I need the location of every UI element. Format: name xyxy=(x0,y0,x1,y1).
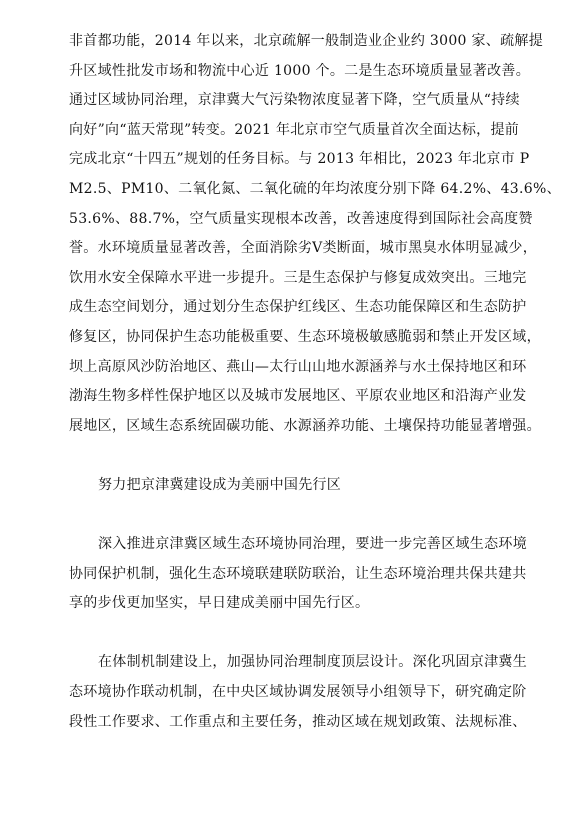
paragraph-1-line: 坝上高原风沙防治地区、燕山—太行山山地水源涵养与水土保持地区和环 xyxy=(69,358,527,375)
paragraph-1-line: 完成北京“十四五”规划的任务目标。与 2013 年相比，2023 年北京市 P xyxy=(69,151,530,168)
section-heading: 努力把京津冀建设成为美丽中国先行区 xyxy=(98,476,342,493)
paragraph-gap xyxy=(69,441,511,471)
paragraph-1-line: M2.5、PM10、二氧化氮、二氧化硫的年均浓度分别下降 64.2%、43.6%、 xyxy=(69,180,561,197)
paragraph-3 xyxy=(69,648,527,737)
paragraph-1-line: 展地区，区域生态系统固碳功能、水源涵养功能、土壤保持功能显著增强。 xyxy=(69,417,541,434)
paragraph-1-line: 非首都功能，2014 年以来，北京疏解一般制造业企业约 3000 家、疏解提 xyxy=(69,33,544,49)
paragraph-1-line: 誉。水环境质量显著改善，全面消除劣Ⅴ类断面，城市黑臭水体明显减少， xyxy=(69,240,538,257)
paragraph-3-line: 态环境协作联动机制，在中央区域协调发展领导小组领导下，研究确定阶 xyxy=(69,684,527,701)
paragraph-3-line: 在体制机制建设上，加强协同治理制度顶层设计。深化巩固京津冀生 xyxy=(98,654,527,671)
document-body xyxy=(69,27,561,737)
paragraph-1 xyxy=(69,27,561,441)
paragraph-gap xyxy=(69,501,511,531)
paragraph-2 xyxy=(69,530,527,619)
paragraph-2-line: 深入推进京津冀区域生态环境协同治理，要进一步完善区域生态环境 xyxy=(98,536,527,553)
paragraph-1-line: 修复区，协同保护生态功能极重要、生态环境极敏感脆弱和禁止开发区域， xyxy=(69,328,541,345)
paragraph-2-line: 享的步伐更加坚实，早日建成美丽中国先行区。 xyxy=(69,595,370,612)
paragraph-2-line: 协同保护机制，强化生态环境联建联防联治，让生态环境治理共保共建共 xyxy=(69,565,527,582)
paragraph-1-line: 饮用水安全保障水平进一步提升。三是生态保护与修复成效突出。三地完 xyxy=(69,269,527,286)
paragraph-3-line: 段性工作要求、工作重点和主要任务，推动区域在规划政策、法规标准、 xyxy=(69,713,527,730)
paragraph-1-line: 通过区域协同治理，京津冀大气污染物浓度显著下降，空气质量从“持续 xyxy=(69,92,520,109)
paragraph-gap xyxy=(69,619,511,649)
paragraph-1-line: 渤海生物多样性保护地区以及城市发展地区、平原农业地区和沿海产业发 xyxy=(69,388,527,405)
paragraph-1-line: 53.6%、88.7%，空气质量实现根本改善，改善速度得到国际社会高度赞 xyxy=(69,210,533,227)
paragraph-1-line: 升区域性批发市场和物流中心近 1000 个。二是生态环境质量显著改善。 xyxy=(69,62,531,79)
section-heading-block xyxy=(69,471,511,501)
paragraph-1-line: 向好”向“蓝天常现”转变。2021 年北京市空气质量首次全面达标，提前 xyxy=(69,121,520,138)
paragraph-1-line: 成生态空间划分，通过划分生态保护红线区、生态功能保障区和生态防护 xyxy=(69,299,527,316)
